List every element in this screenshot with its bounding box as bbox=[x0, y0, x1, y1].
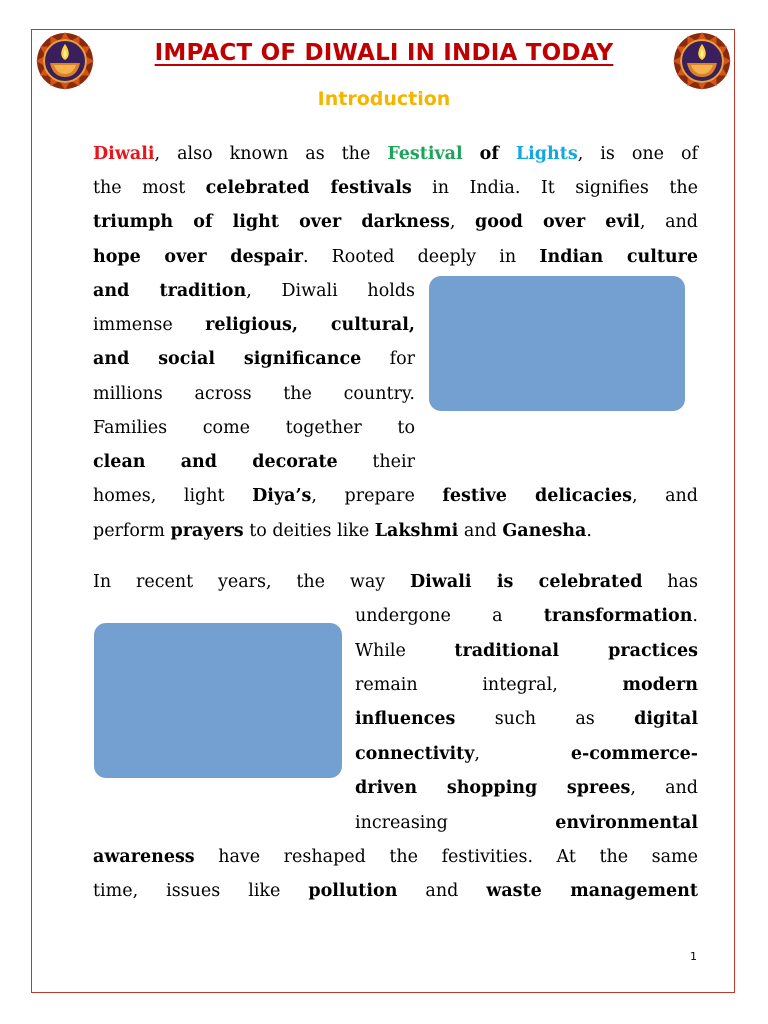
text-line: undergone a transformation. bbox=[355, 606, 698, 626]
text-line: hope over despair. Rooted deeply in Indian culture bbox=[93, 247, 699, 267]
text-line: Families come together to bbox=[93, 418, 415, 438]
section-heading: Introduction bbox=[317, 88, 451, 110]
text-line: remain integral, modern bbox=[355, 675, 698, 695]
text-line: millions across the country. bbox=[93, 384, 415, 404]
image-placeholder bbox=[429, 276, 685, 411]
text-line: In recent years, the way Diwali is celebrated has bbox=[93, 572, 698, 592]
page-number: 1 bbox=[690, 950, 697, 963]
text-line: perform prayers to deities like Lakshmi and Ganesha. bbox=[93, 521, 592, 541]
text-line: and tradition, Diwali holds bbox=[93, 281, 416, 301]
text-line: increasing environmental bbox=[355, 813, 698, 833]
text-line: clean and decorate their bbox=[93, 452, 416, 472]
image-placeholder bbox=[94, 623, 342, 778]
text-line: homes, light Diya’s, prepare festive delicacies, and bbox=[93, 486, 698, 506]
text-line: immense religious, cultural, bbox=[93, 315, 415, 335]
text-line: awareness have reshaped the festivities. At the same bbox=[93, 847, 698, 867]
text-line: the most celebrated festivals in India. It signifies the bbox=[93, 178, 698, 198]
page-title: IMPACT OF DIWALI IN INDIA TODAY bbox=[154, 40, 614, 66]
text-line: Diwali, also known as the Festival of Lights, is one of bbox=[93, 144, 698, 164]
text-line: influences such as digital bbox=[355, 709, 698, 729]
text-line: While traditional practices bbox=[355, 641, 698, 661]
text-line: time, issues like pollution and waste management bbox=[93, 881, 698, 901]
text-line: driven shopping sprees, and bbox=[355, 778, 698, 798]
text-line: and social significance for bbox=[93, 349, 415, 369]
text-line: triumph of light over darkness, good over evil, and bbox=[93, 212, 698, 232]
text-line: connectivity, e-commerce- bbox=[355, 744, 698, 764]
